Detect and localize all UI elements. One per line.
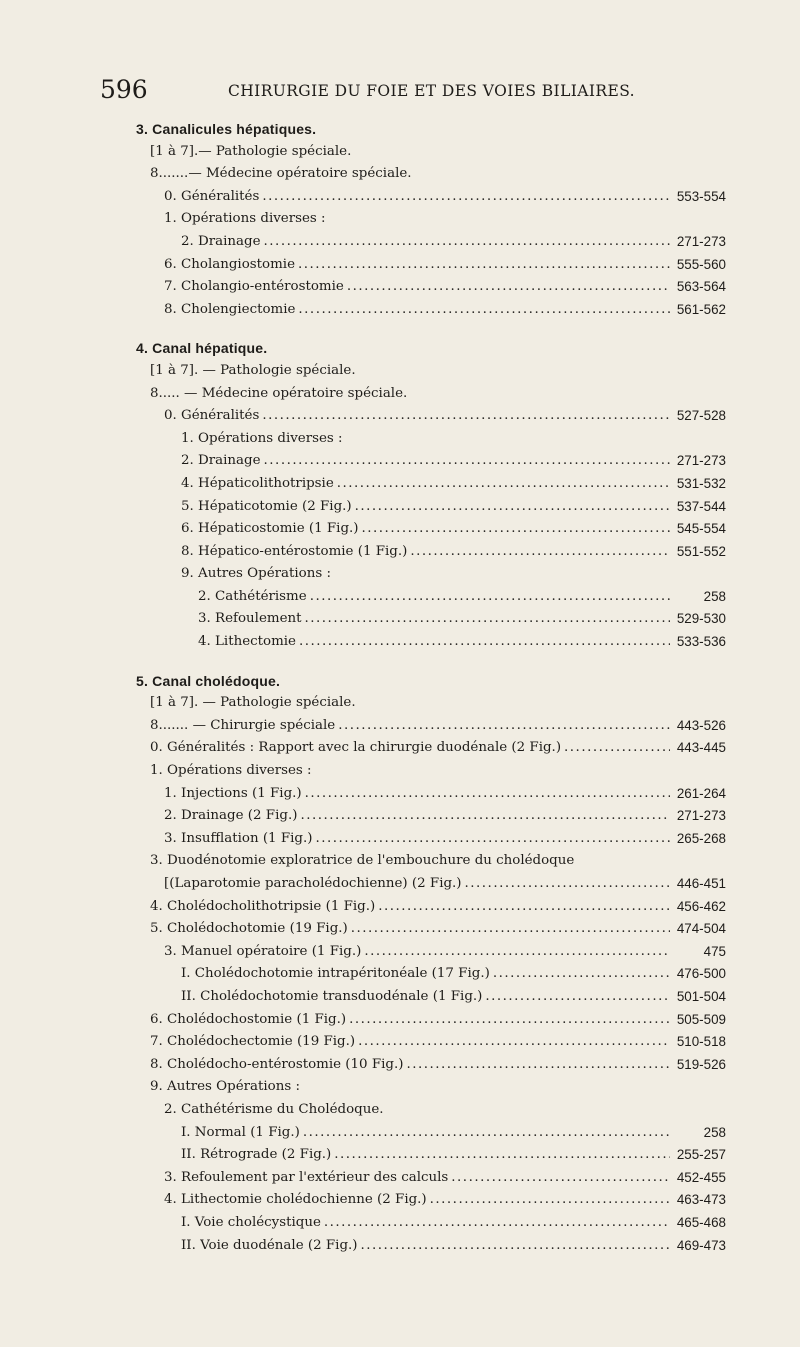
- entry-label: 3. Refoulement: [198, 611, 302, 627]
- index-entry: [0, 231, 800, 254]
- dot-leader: [493, 963, 670, 986]
- index-entry: [0, 163, 800, 186]
- page-range: 271-273: [676, 453, 726, 469]
- index-entry: [0, 208, 800, 231]
- page-range: 537-544: [676, 498, 726, 514]
- page-range: 456-462: [676, 898, 726, 914]
- page-range: 258: [703, 588, 726, 604]
- index-entry: [0, 896, 800, 919]
- section-heading: [0, 118, 800, 141]
- entry-label: 2. Cathétérisme du Cholédoque.: [164, 1101, 384, 1117]
- index-entry: [0, 941, 800, 964]
- entry-label: 8..... — Médecine opératoire spéciale.: [150, 385, 408, 401]
- page-range: 553-554: [676, 188, 726, 204]
- index-entry: [0, 963, 800, 986]
- index-entry: [0, 805, 800, 828]
- index-entry: [0, 828, 800, 851]
- entry-label: 5. Cholédochotomie (19 Fig.): [150, 921, 348, 937]
- dot-leader: [324, 1212, 670, 1235]
- index-entry: [0, 299, 800, 322]
- entry-label: 6. Hépaticostomie (1 Fig.): [181, 521, 359, 537]
- dot-leader: [347, 276, 670, 299]
- entry-label: [(Laparotomie paracholédochienne) (2 Fig.): [164, 876, 462, 891]
- entry-label: II. Rétrograde (2 Fig.): [181, 1147, 332, 1163]
- section-heading: [0, 337, 800, 360]
- index-entry: [0, 737, 800, 760]
- entry-label: 8.......— Médecine opératoire spéciale.: [150, 166, 412, 182]
- dot-leader: [362, 518, 670, 541]
- entry-label: 5. Canal cholédoque.: [136, 672, 281, 689]
- index-entry: [0, 496, 800, 519]
- page-range: 551-552: [676, 543, 726, 559]
- entry-label: I. Voie cholécystique: [181, 1214, 321, 1230]
- index-entry: [0, 276, 800, 299]
- dot-leader: [262, 186, 670, 209]
- index-entry: [0, 1122, 800, 1145]
- index-entry: [0, 715, 800, 738]
- page-range: 561-562: [676, 301, 726, 317]
- page-range: 533-536: [676, 634, 726, 650]
- index-entry: [0, 518, 800, 541]
- dot-leader: [338, 715, 670, 738]
- dot-leader: [410, 541, 670, 564]
- dot-leader: [564, 737, 670, 760]
- page-range: 452-455: [676, 1169, 726, 1185]
- page-range: 271-273: [676, 233, 726, 249]
- entry-label: I. Cholédochotomie intrapéritonéale (17 Fig.): [181, 966, 490, 982]
- page-range: 465-468: [676, 1214, 726, 1230]
- dot-leader: [465, 873, 670, 896]
- dot-leader: [310, 586, 670, 609]
- index-entry: [0, 1076, 800, 1099]
- entry-label: 1. Opérations diverses :: [181, 430, 343, 446]
- entry-label: I. Normal (1 Fig.): [181, 1124, 300, 1140]
- entry-label: 1. Injections (1 Fig.): [164, 785, 302, 801]
- page-range: 505-509: [676, 1011, 726, 1027]
- entry-label: 2. Drainage: [181, 453, 261, 469]
- index-entry: [0, 918, 800, 941]
- index-entry: [0, 405, 800, 428]
- index-entry: [0, 254, 800, 277]
- entry-label: 7. Cholangio-entérostomie: [164, 279, 344, 295]
- page-range: 476-500: [676, 966, 726, 982]
- index-entry: [0, 850, 800, 873]
- dot-leader: [355, 496, 670, 519]
- index-entry: [0, 186, 800, 209]
- page-range: 255-257: [676, 1147, 726, 1163]
- page-range: 527-528: [676, 408, 726, 424]
- dot-leader: [337, 473, 670, 496]
- entry-label: 3. Insufflation (1 Fig.): [164, 830, 313, 846]
- index-entry: [0, 1054, 800, 1077]
- dot-leader: [299, 631, 670, 654]
- page-range: 271-273: [676, 808, 726, 824]
- entry-label: 9. Autres Opérations :: [181, 566, 332, 582]
- page-range: 519-526: [676, 1056, 726, 1072]
- dot-leader: [351, 918, 670, 941]
- page-range: 265-268: [676, 830, 726, 846]
- running-title: CHIRURGIE DU FOIE ET DES VOIES BILIAIRES.: [228, 82, 635, 100]
- index-entry: [0, 608, 800, 631]
- entry-label: 3. Canalicules hépatiques.: [136, 121, 317, 137]
- dot-leader: [406, 1054, 670, 1077]
- entry-label: 8. Cholédocho-entérostomie (10 Fig.): [150, 1056, 404, 1072]
- dot-leader: [315, 828, 670, 851]
- entry-label: 4. Cholédocholithotripsie (1 Fig.): [150, 898, 376, 914]
- dot-leader: [358, 1031, 670, 1054]
- entry-label: [1 à 7].— Pathologie spéciale.: [150, 143, 352, 159]
- page-range: 531-532: [676, 475, 726, 491]
- page-range: 258: [703, 1124, 726, 1140]
- index-entry: [0, 563, 800, 586]
- entry-label: 9. Autres Opérations :: [150, 1079, 301, 1095]
- entry-label: [1 à 7]. — Pathologie spéciale.: [150, 695, 356, 711]
- entry-label: 2. Drainage: [181, 233, 261, 249]
- dot-leader: [364, 941, 670, 964]
- page-range: 474-504: [676, 921, 726, 937]
- dot-leader: [298, 254, 670, 277]
- page-range: 529-530: [676, 611, 726, 627]
- index-entry: [0, 1189, 800, 1212]
- entry-label: II. Cholédochotomie transduodénale (1 Fig.): [181, 988, 483, 1004]
- index-entry: [0, 873, 800, 896]
- index-entry: [0, 428, 800, 451]
- index-entries: [0, 118, 800, 1257]
- dot-leader: [430, 1189, 670, 1212]
- index-entry: [0, 783, 800, 806]
- entry-label: 8. Hépatico-entérostomie (1 Fig.): [181, 543, 408, 559]
- page-range: 469-473: [676, 1237, 726, 1253]
- entry-label: 0. Généralités: [164, 408, 260, 424]
- index-entry: [0, 360, 800, 383]
- dot-leader: [349, 1009, 670, 1032]
- running-head: [0, 75, 800, 105]
- entry-label: 2. Cathétérisme: [198, 588, 307, 604]
- index-entry: [0, 450, 800, 473]
- entry-label: [1 à 7]. — Pathologie spéciale.: [150, 362, 356, 378]
- entry-label: 8. Cholengiectomie: [164, 301, 296, 317]
- entry-label: 0. Généralités : Rapport avec la chirurgie duodénale (2 Fig.): [150, 740, 562, 756]
- page-number: 596: [100, 75, 148, 104]
- dot-leader: [300, 805, 670, 828]
- entry-label: 4. Hépaticolithotripsie: [181, 475, 334, 491]
- page-range: 446-451: [676, 876, 726, 891]
- entry-label: 6. Cholangiostomie: [164, 256, 295, 272]
- entry-label: II. Voie duodénale (2 Fig.): [181, 1237, 358, 1253]
- dot-leader: [451, 1167, 670, 1190]
- index-entry: [0, 586, 800, 609]
- index-entry: [0, 1235, 800, 1258]
- index-entry: [0, 986, 800, 1009]
- page-range: 510-518: [676, 1034, 726, 1050]
- entry-label: 4. Canal hépatique.: [136, 340, 268, 357]
- dot-leader: [305, 783, 670, 806]
- dot-leader: [378, 896, 670, 919]
- page-range: 443-526: [676, 717, 726, 733]
- index-entry: [0, 473, 800, 496]
- page-range: 261-264: [676, 785, 726, 801]
- page-range: 475: [703, 943, 726, 959]
- dot-leader: [298, 299, 670, 322]
- page-range: 443-445: [676, 740, 726, 756]
- dot-leader: [485, 986, 670, 1009]
- page-range: 555-560: [676, 256, 726, 272]
- page-range: 463-473: [676, 1192, 726, 1208]
- entry-label: 1. Opérations diverses :: [164, 211, 326, 227]
- entry-label: 4. Lithectomie cholédochienne (2 Fig.): [164, 1192, 427, 1208]
- dot-leader: [264, 231, 670, 254]
- index-entry: [0, 141, 800, 164]
- entry-label: 5. Hépaticotomie (2 Fig.): [181, 498, 352, 514]
- dot-leader: [361, 1235, 670, 1258]
- page-range: 501-504: [676, 988, 726, 1004]
- index-entry: [0, 631, 800, 654]
- dot-leader: [264, 450, 670, 473]
- index-entry: [0, 1212, 800, 1235]
- dot-leader: [262, 405, 670, 428]
- page-range: 545-554: [676, 521, 726, 537]
- entry-label: 1. Opérations diverses :: [150, 763, 312, 779]
- entry-label: 2. Drainage (2 Fig.): [164, 808, 298, 824]
- dot-leader: [303, 1122, 670, 1145]
- entry-label: 3. Refoulement par l'extérieur des calculs: [164, 1169, 449, 1185]
- page-range: 563-564: [676, 279, 726, 295]
- index-entry: [0, 1031, 800, 1054]
- index-entry: [0, 760, 800, 783]
- index-entry: [0, 541, 800, 564]
- entry-label: 8....... — Chirurgie spéciale: [150, 717, 336, 733]
- entry-label: 4. Lithectomie: [198, 634, 296, 650]
- index-entry: [0, 383, 800, 406]
- index-entry: [0, 1099, 800, 1122]
- dot-leader: [305, 608, 670, 631]
- entry-label: 6. Cholédochostomie (1 Fig.): [150, 1011, 347, 1027]
- index-entry: [0, 692, 800, 715]
- index-entry: [0, 1167, 800, 1190]
- dot-leader: [334, 1144, 670, 1167]
- index-entry: [0, 1009, 800, 1032]
- entry-label: 7. Cholédochectomie (19 Fig.): [150, 1034, 356, 1050]
- section-heading: [0, 670, 800, 693]
- entry-label: 0. Généralités: [164, 188, 260, 204]
- index-entry: [0, 1144, 800, 1167]
- entry-label: 3. Manuel opératoire (1 Fig.): [164, 943, 362, 959]
- entry-label: 3. Duodénotomie exploratrice de l'embouchure du cholédoque: [150, 853, 575, 869]
